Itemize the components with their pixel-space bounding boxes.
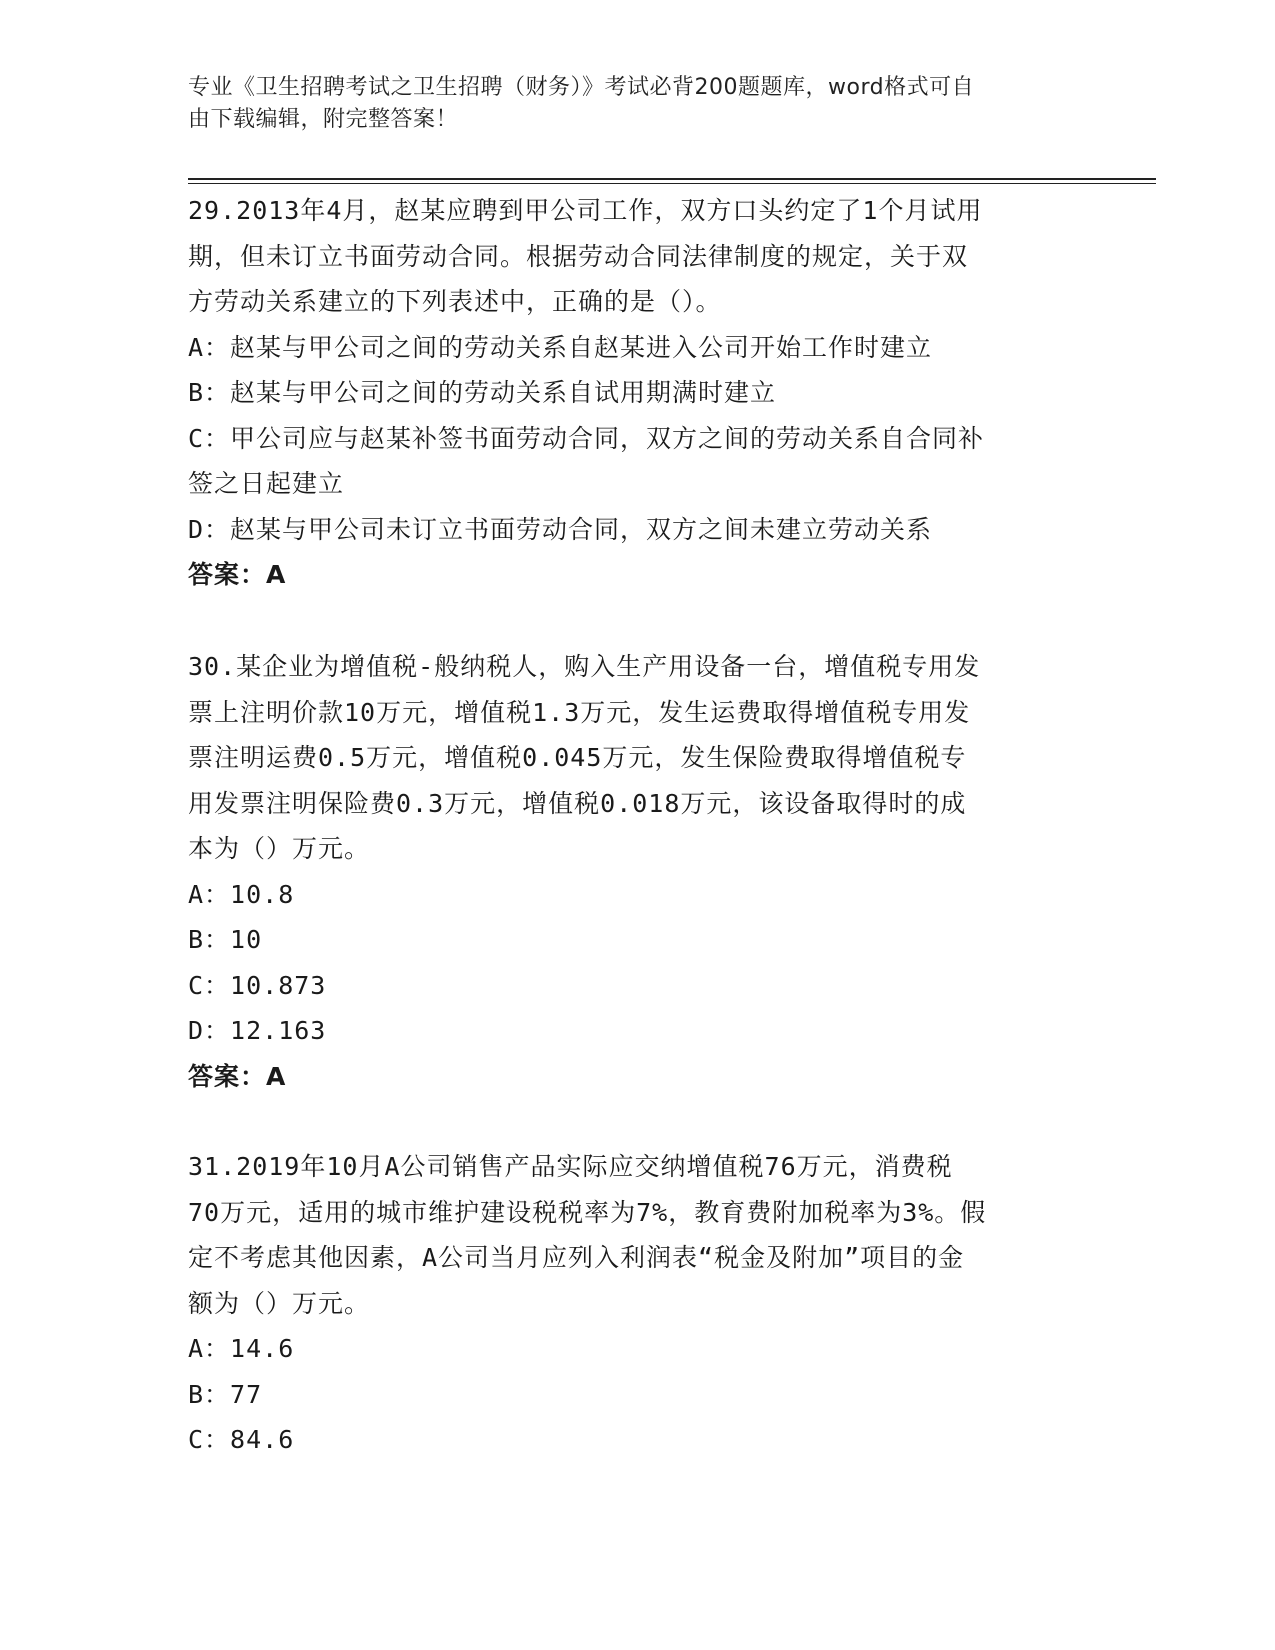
question-stem-line: 票上注明价款10万元，增值税1.3万元，发生运费取得增值税专用发 — [188, 697, 971, 727]
option-c-continued: 签之日起建立 — [188, 469, 345, 498]
question-stem-line: 方劳动关系建立的下列表述中，正确的是（）。 — [188, 287, 722, 316]
question-31 — [188, 1144, 1088, 1463]
document-header — [188, 72, 1088, 136]
option-b: B：77 — [188, 1379, 263, 1409]
question-29 — [188, 188, 1088, 598]
option-b: B：赵某与甲公司之间的劳动关系自试用期满时建立 — [188, 378, 777, 407]
option-c: C：甲公司应与赵某补签书面劳动合同，双方之间的劳动关系自合同补 — [188, 423, 985, 453]
question-stem-line: 定不考虑其他因素，A公司当月应列入利润表“税金及附加”项目的金 — [188, 1243, 965, 1272]
question-stem-line: 票注明运费0.5万元，增值税0.045万元，发生保险费取得增值税专 — [188, 743, 967, 772]
header-divider-thick — [188, 178, 1156, 180]
option-d: D：赵某与甲公司未订立书面劳动合同，双方之间未建立劳动关系 — [188, 514, 933, 544]
answer-label: 答案：A — [188, 1061, 287, 1091]
option-c: C：10.873 — [188, 970, 327, 1000]
header-divider-thin — [188, 183, 1156, 184]
question-stem-line: 额为（）万元。 — [188, 1288, 371, 1318]
question-stem-line: 期，但未订立书面劳动合同。根据劳动合同法律制度的规定，关于双 — [188, 241, 969, 271]
header-line-1: 专业《卫生招聘考试之卫生招聘（财务）》考试必背200题题库，word格式可自 — [188, 75, 975, 100]
option-a: A：14.6 — [188, 1334, 295, 1363]
header-line-2: 由下载编辑，附完整答案！ — [188, 107, 459, 132]
option-c: C：84.6 — [188, 1425, 295, 1454]
question-stem-line: 用发票注明保险费0.3万元，增值税0.018万元，该设备取得时的成 — [188, 788, 967, 818]
question-stem-line: 29.2013年4月，赵某应聘到甲公司工作，双方口头约定了1个月试用 — [188, 196, 983, 225]
option-d: D：12.163 — [188, 1016, 327, 1045]
question-stem-line: 31.2019年10月A公司销售产品实际应交纳增值税76万元，消费税 — [188, 1152, 953, 1181]
question-stem-line: 本为（）万元。 — [188, 834, 371, 863]
option-a: A：10.8 — [188, 879, 295, 909]
question-30 — [188, 644, 1088, 1099]
question-stem-line: 70万元，适用的城市维护建设税税率为7%，教育费附加税率为3%。假 — [188, 1197, 987, 1227]
question-stem-line: 30.某企业为增值税-般纳税人，购入生产用设备一台，增值税专用发 — [188, 652, 981, 681]
option-a: A：赵某与甲公司之间的劳动关系自赵某进入公司开始工作时建立 — [188, 332, 933, 362]
option-b: B：10 — [188, 925, 263, 954]
answer-label: 答案：A — [188, 560, 287, 589]
